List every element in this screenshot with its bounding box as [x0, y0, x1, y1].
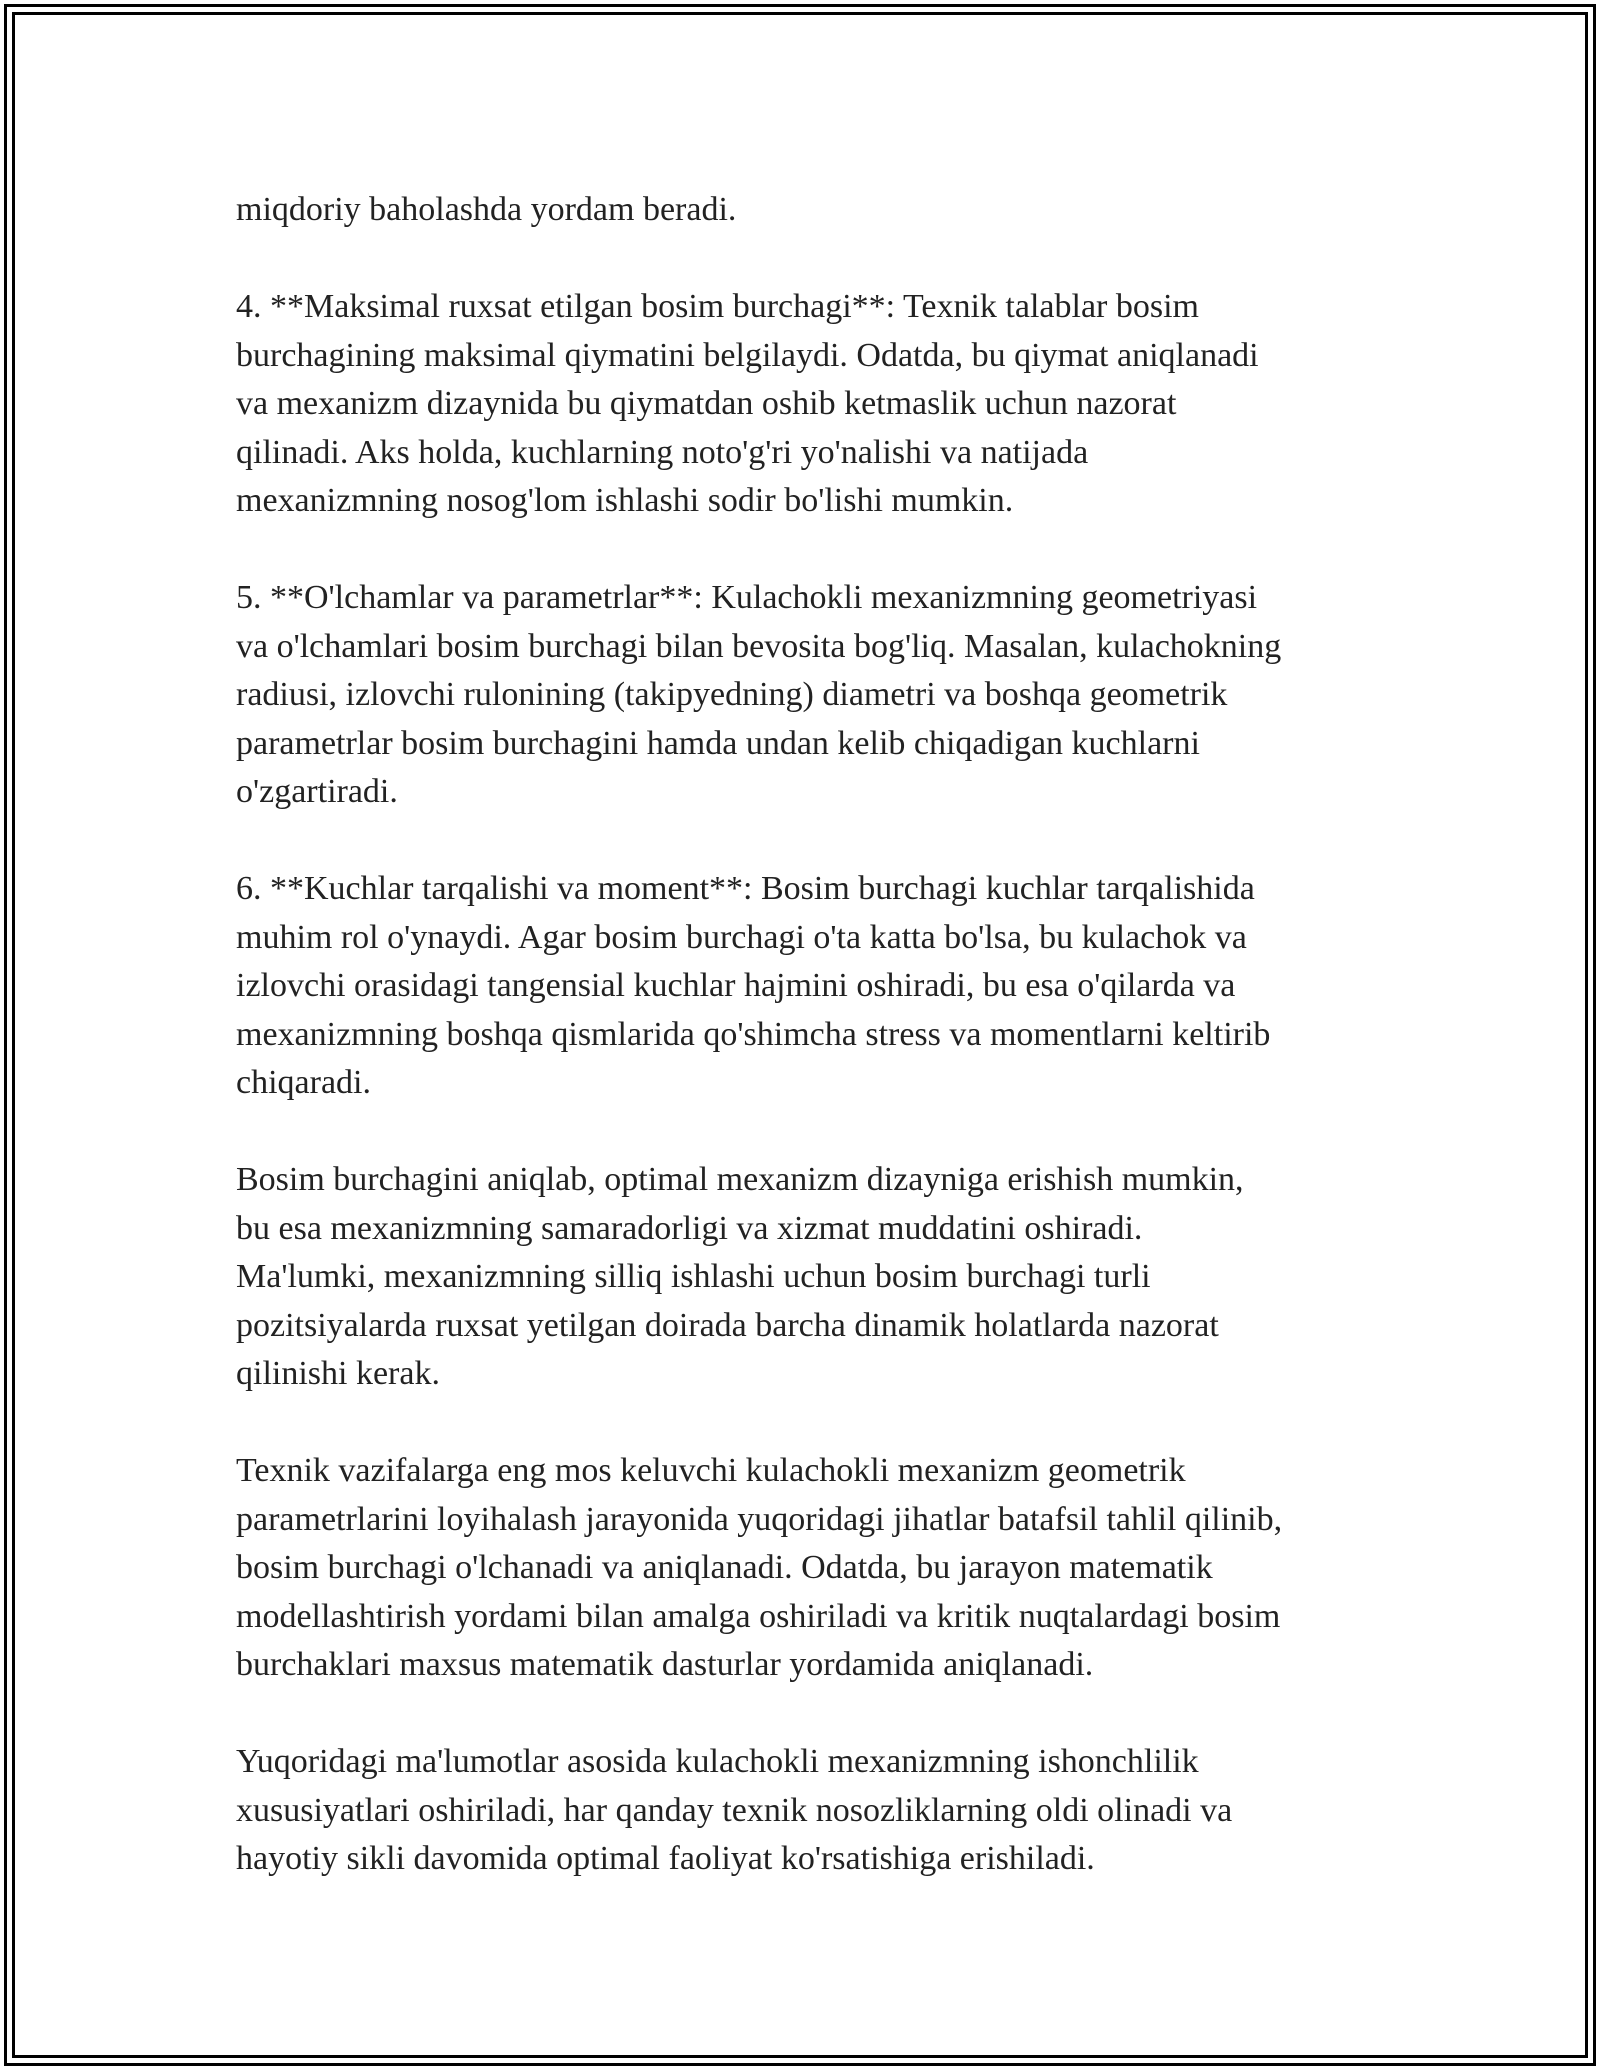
paragraph-spacer [236, 1399, 1386, 1448]
paragraph-force-distribution: 6. **Kuchlar tarqalishi va moment**: Bosim burchagi kuchlar tarqalishida muhim rol o'ynaydi. Agar bosim burchagi o'ta katta bo'lsa, bu kulachok va izlovchi orasidagi tangensial kuchlar hajmini oshiradi, bu esa o'qilarda va mexanizmning boshqa qismlarida qo'shimcha stress va momentlarni keltirib chiqaradi. [236, 870, 1271, 1101]
paragraph-spacer [236, 235, 1386, 284]
paragraph-spacer [236, 526, 1386, 575]
paragraph-continuation: miqdoriy baholashda yordam beradi. [236, 191, 737, 228]
paragraph-max-pressure-angle: 4. **Maksimal ruxsat etilgan bosim burchagi**: Texnik talablar bosim burchagining maksimal qiymatini belgilaydi. Odatda, bu qiymat aniqlanadi va mexanizm dizaynida bu qiymatdan oshib ketmaslik uchun nazorat qilinadi. Aks holda, kuchlarning noto'g'ri yo'nalishi va natijada mexanizmning nosog'lom ishlashi sodir bo'lishi mumkin. [236, 288, 1259, 519]
paragraph-spacer [236, 1108, 1386, 1157]
document-body [236, 186, 1386, 1884]
paragraph-dimensions-parameters: 5. **O'lchamlar va parametrlar**: Kulachokli mexanizmning geometriyasi va o'lchamlari bosim burchagi bilan bevosita bog'liq. Masalan, kulachokning radiusi, izlovchi rulonining (takipyedning) diametri va boshqa geometrik parametrlar bosim burchagini hamda undan kelib chiqadigan kuchlarni o'zgartiradi. [236, 579, 1282, 810]
paragraph-technical-tasks: Texnik vazifalarga eng mos keluvchi kulachokli mexanizm geometrik parametrlarini loyihalash jarayonida yuqoridagi jihatlar batafsil tahlil qilinib, bosim burchagi o'lchanadi va aniqlanadi. Odatda, bu jarayon matematik modellashtirish yordami bilan amalga oshiriladi va kritik nuqtalardagi bosim burchaklari maxsus matematik dasturlar yordamida aniqlanadi. [236, 1452, 1283, 1683]
paragraph-optimal-design: Bosim burchagini aniqlab, optimal mexanizm dizayniga erishish mumkin, bu esa mexanizmning samaradorligi va xizmat muddatini oshiradi. Ma'lumki, mexanizmning silliq ishlashi uchun bosim burchagi turli pozitsiyalarda ruxsat yetilgan doirada barcha dinamik holatlarda nazorat qilinishi kerak. [236, 1161, 1244, 1392]
paragraph-spacer [236, 1690, 1386, 1739]
paragraph-spacer [236, 817, 1386, 866]
paragraph-conclusion: Yuqoridagi ma'lumotlar asosida kulachokli mexanizmning ishonchlilik xususiyatlari oshiriladi, har qanday texnik nosozliklarning oldi olinadi va hayotiy sikli davomida optimal faoliyat ko'rsatishiga erishiladi. [236, 1743, 1233, 1877]
